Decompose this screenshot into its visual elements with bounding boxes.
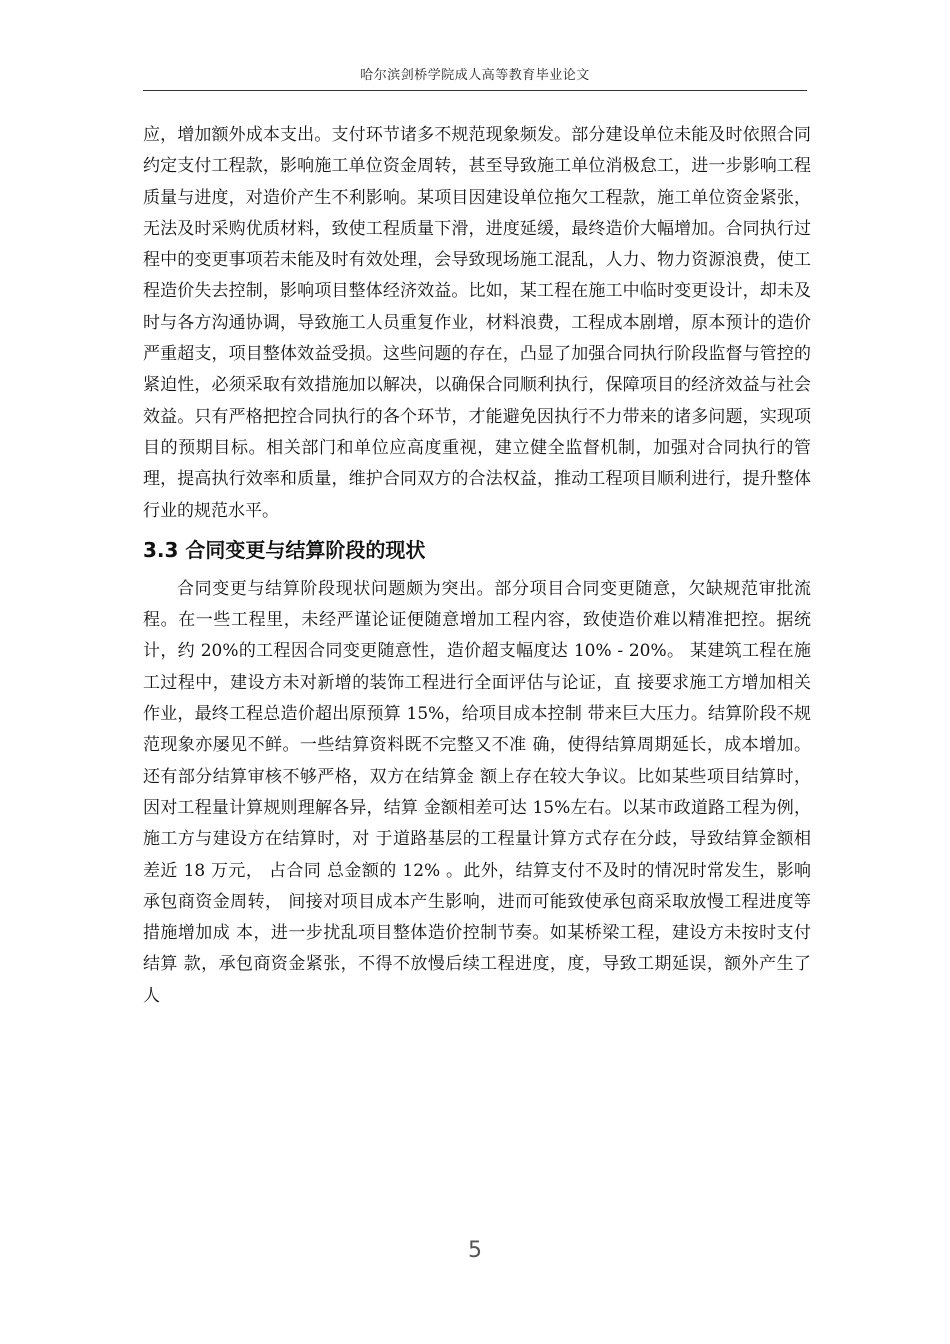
page-header: 哈尔滨剑桥学院成人高等教育毕业论文 — [360, 68, 590, 83]
body-paragraph-1: 应，增加额外成本支出。支付环节诸多不规范现象频发。部分建设单位未能及时依照合同约定支付工程款，影响施工单位资金周转，甚至导致施工单位消极怠工，进一步影响工程质量与进度，对造价产生不利影响。某项目因建设单位拖欠工程款，施工单位资金紧张，无法及时采购优质材料，致使工程质量下滑，进度延缓，最终造价大幅增加。合同执行过程中的变更事项若未能及时有效处理，会导致现场施工混乱，人力、物力资源浪费，使工程造价失去控制，影响项目整体经济效益。比如，某工程在施工中临时变更设计，却未及时与各方沟通协调，导致施工人员重复作业，材料浪费，工程成本剧增，原本预计的造价严重超支，项目整体效益受损。这些问题的存在，凸显了加强合同执行阶段监督与管控的紧迫性，必须采取有效措施加以解决，以确保合同顺利执行，保障项目的经济效益与社会效益。只有严格把控合同执行的各个环节，才能避免因执行不力带来的诸多问题，实现项目的预期目标。相关部门和单位应高度重视，建立健全监督机制，加强对合同执行的管理，提高执行效率和质量，维护合同双方的合法权益，推动工程项目顺利进行，提升整体行业的规范水平。 — [143, 125, 811, 521]
section-heading: 3.3 合同变更与结算阶段的现状 — [143, 537, 426, 562]
page-number: 5 — [468, 1238, 482, 1263]
page-body — [143, 120, 811, 1012]
body-paragraph-2: 合同变更与结算阶段现状问题颇为突出。部分项目合同变更随意，欠缺规范审批流程。在一些工程里，未经严谨论证便随意增加工程内容，致使造价难以精准把控。据统计，约 20%的工程因合同变更随意性，造价超支幅度达 10% - 20%。 某建筑工程在施工过程中，建设方未对新增的装饰工程进行全面评估与论证，直 接要求施工方增加相关作业，最终工程总造价超出原预算 15%，给项目成本控制 带来巨大压力。结算阶段不规范现象亦屡见不鲜。一些结算资料既不完整又不准 确，使得结算周期延长，成本增加。还有部分结算审核不够严格，双方在结算金 额上存在较大争议。比如某些项目结算时，因对工程量计算规则理解各异，结算 金额相差可达 15%左右。以某市政道路工程为例，施工方与建设方在结算时，对 于道路基层的工程量计算方式存在分歧，导致结算金额相差近 18 万元， 占合同 总金额的 12% 。此外，结算支付不及时的情况时常发生，影响承包商资金周转， 间接对项目成本产生影响，进而可能致使承包商采取放慢工程进度等措施增加成 本，进一步扰乱项目整体造价控制节奏。如某桥梁工程，建设方未按时支付结算 款，承包商资金紧张，不得不放慢后续工程进度，度，导致工期延误，额外产生了人 — [143, 578, 811, 1006]
header-divider — [143, 90, 807, 91]
